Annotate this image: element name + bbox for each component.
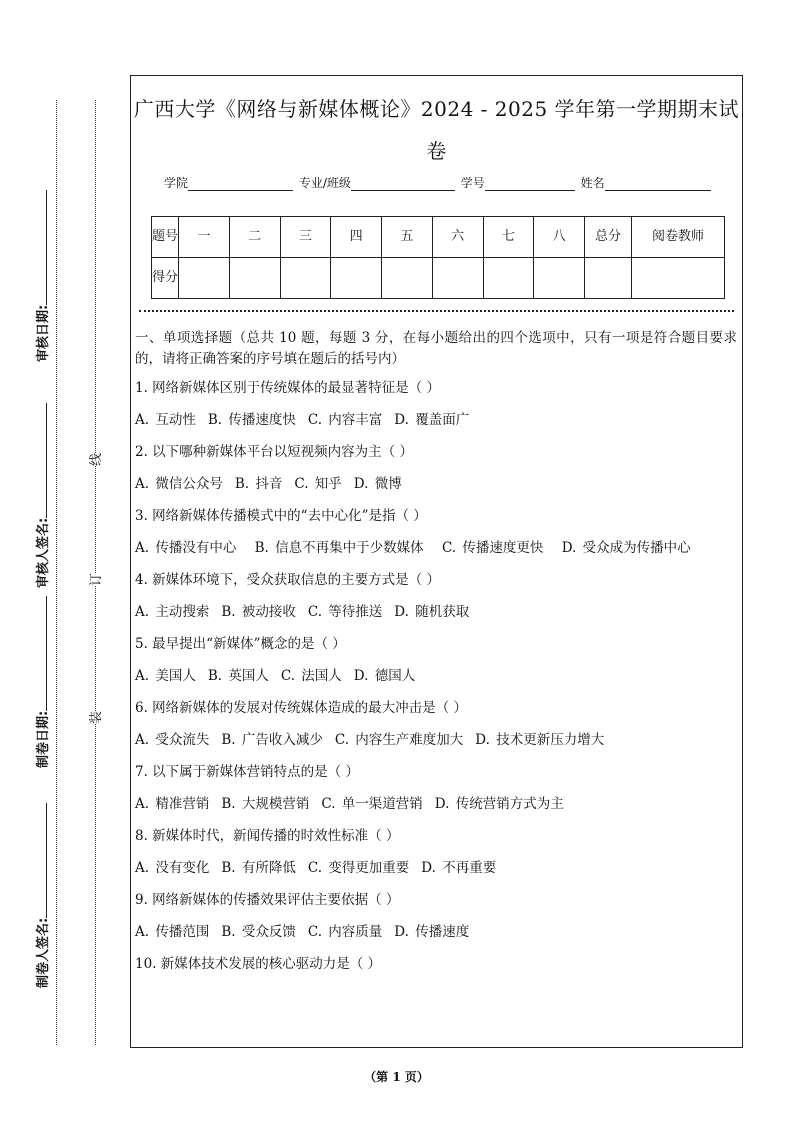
option: A. 精准营销 (135, 796, 210, 812)
option: A. 互动性 (135, 412, 196, 428)
question-stem: 3. 网络新媒体传播模式中的“去中心化”是指（ ） (135, 508, 427, 524)
score-cell[interactable] (179, 258, 230, 299)
option: C. 变得更加重要 (307, 860, 410, 876)
page-number: （第 1 页） (364, 1070, 429, 1084)
major-field[interactable] (351, 178, 455, 191)
reviewer-sign-label: 审核人签名: (36, 517, 51, 588)
option: D. 德国人 (353, 668, 416, 684)
option: B. 大规模营销 (221, 796, 310, 812)
option: D. 微博 (353, 476, 402, 492)
score-cell[interactable] (331, 258, 382, 299)
reviewer-date-label: 审核日期: (36, 304, 51, 362)
student-id-field[interactable] (485, 178, 575, 191)
option: B. 英国人 (207, 668, 269, 684)
option: C. 传播速度更快 (441, 540, 544, 556)
maker-sign-label: 制卷人签名: (36, 917, 51, 988)
student-info-row (164, 174, 713, 191)
question-options (135, 858, 737, 879)
option: A. 没有变化 (135, 860, 210, 876)
question-stem: 1. 网络新媒体区别于传统媒体的最显著特征是（ ） (135, 380, 440, 396)
question-stem: 6. 网络新媒体的发展对传统媒体造成的最大冲击是（ ） (135, 700, 467, 716)
score-table-score-row (152, 258, 725, 299)
exam-paper-frame (130, 75, 743, 1048)
option: B. 受众反馈 (221, 924, 296, 940)
question-stem: 5. 最早提出“新媒体”概念的是（ ） (135, 636, 346, 652)
option: A. 传播没有中心 (135, 540, 237, 556)
score-col-header: 七 (483, 217, 534, 258)
maker-sign-blank[interactable] (36, 803, 47, 918)
score-cell[interactable] (382, 258, 433, 299)
option: A. 微信公众号 (135, 476, 223, 492)
score-cell[interactable] (229, 258, 280, 299)
reviewer-date-field[interactable] (32, 188, 51, 364)
option: B. 信息不再集中于少数媒体 (254, 540, 424, 556)
binding-mark-order: 订 (85, 573, 104, 586)
reviewer-sign-field[interactable] (32, 401, 51, 590)
question-options (135, 666, 737, 687)
score-cell[interactable] (432, 258, 483, 299)
option: A. 主动搜索 (135, 604, 210, 620)
dotted-separator (139, 310, 734, 312)
question-stem: 2. 以下哪种新媒体平台以短视频内容为主（ ） (135, 444, 413, 460)
score-col-header: 一 (179, 217, 230, 258)
maker-date-blank[interactable] (36, 596, 47, 711)
score-col-header: 二 (229, 217, 280, 258)
option: B. 有所降低 (221, 860, 296, 876)
option: B. 传播速度快 (207, 412, 296, 428)
maker-date-field[interactable] (32, 594, 51, 770)
option: D. 传播速度 (394, 924, 470, 940)
college-field[interactable] (188, 178, 293, 191)
option: A. 美国人 (135, 668, 196, 684)
option: C. 内容丰富 (307, 412, 383, 428)
student-id-label: 学号 (460, 176, 485, 190)
option: D. 不再重要 (421, 860, 497, 876)
question-options (135, 474, 737, 495)
option: B. 被动接收 (221, 604, 296, 620)
name-label: 姓名 (580, 176, 605, 190)
option: C. 等待推送 (307, 604, 383, 620)
maker-date-label: 制卷日期: (36, 710, 51, 768)
score-col-header: 四 (331, 217, 382, 258)
exam-title (131, 88, 742, 172)
question-options (135, 730, 737, 751)
option: C. 内容质量 (307, 924, 383, 940)
score-cell[interactable] (280, 258, 331, 299)
question-stem: 9. 网络新媒体的传播效果评估主要依据（ ） (135, 892, 400, 908)
score-cell[interactable] (483, 258, 534, 299)
option: D. 技术更新压力增大 (475, 732, 605, 748)
option: D. 受众成为传播中心 (561, 540, 691, 556)
option: C. 法国人 (280, 668, 342, 684)
row-label-score: 得分 (152, 258, 179, 299)
option: B. 抖音 (234, 476, 283, 492)
question-stem: 8. 新媒体时代，新闻传播的时效性标准（ ） (135, 828, 400, 844)
score-col-header-grader: 阅卷教师 (632, 217, 725, 258)
reviewer-date-blank[interactable] (36, 190, 47, 305)
college-label: 学院 (164, 176, 189, 190)
score-cell-total[interactable] (585, 258, 632, 299)
option: C. 内容生产难度加大 (334, 732, 464, 748)
option: D. 随机获取 (394, 604, 470, 620)
score-col-header-total: 总分 (585, 217, 632, 258)
row-label-question-no: 题号 (152, 217, 179, 258)
name-field[interactable] (605, 178, 711, 191)
score-col-header: 五 (382, 217, 433, 258)
binding-dotted-line-outer (56, 100, 57, 1045)
exam-title-line2: 卷 (426, 139, 447, 163)
major-label: 专业/班级 (298, 176, 351, 190)
option: D. 传统营销方式为主 (434, 796, 564, 812)
option: A. 受众流失 (135, 732, 210, 748)
score-table-header-row (152, 217, 725, 258)
exam-title-line1: 广西大学《网络与新媒体概论》2024 - 2025 学年第一学期期末试 (133, 97, 740, 121)
question-options (135, 922, 737, 943)
question-section (135, 328, 737, 986)
maker-sign-field[interactable] (32, 801, 51, 990)
question-options (135, 794, 737, 815)
section-heading: 一、单项选择题（总共 10 题，每题 3 分，在每小题给出的四个选项中，只有一项是符合题目要求的，请将正确答案的序号填在题后的括号内） (135, 330, 737, 367)
question-options (135, 538, 737, 559)
score-col-header: 六 (432, 217, 483, 258)
question-stem: 4. 新媒体环境下，受众获取信息的主要方式是（ ） (135, 572, 440, 588)
question-stem: 10. 新媒体技术发展的核心驱动力是（ ） (135, 956, 382, 972)
option: C. 知乎 (294, 476, 342, 492)
option: B. 广告收入减少 (221, 732, 323, 748)
option: D. 覆盖面广 (394, 412, 470, 428)
binding-mark-line: 线 (85, 453, 104, 466)
reviewer-sign-blank[interactable] (36, 403, 47, 518)
option: C. 单一渠道营销 (321, 796, 423, 812)
question-stem: 7. 以下属于新媒体营销特点的是（ ） (135, 764, 359, 780)
question-options (135, 410, 737, 431)
binding-mark-bind: 装 (85, 711, 104, 724)
score-cell-grader[interactable] (632, 258, 725, 299)
score-col-header: 三 (280, 217, 331, 258)
question-options (135, 602, 737, 623)
score-cell[interactable] (534, 258, 585, 299)
score-col-header: 八 (534, 217, 585, 258)
score-table (151, 216, 725, 299)
option: A. 传播范围 (135, 924, 210, 940)
